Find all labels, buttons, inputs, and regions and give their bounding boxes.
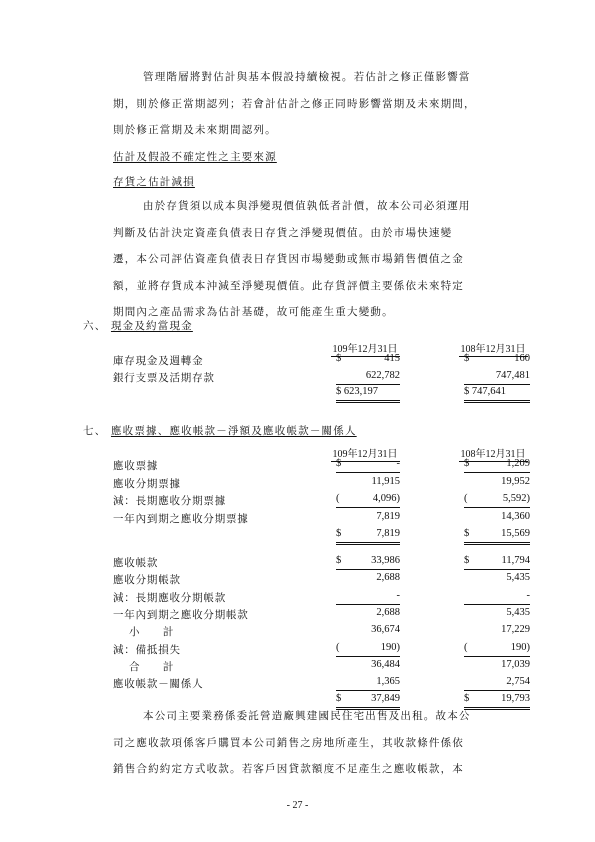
table-cell-c2: 2,754 [464, 676, 530, 691]
table-cell-c2: $ 15,569 [464, 528, 530, 545]
section7-number: 七、 [83, 425, 107, 437]
table-row-label: 應收分期票據 [113, 477, 181, 490]
table-cell-c2: ( 190) [464, 642, 530, 657]
table-cell-c2: - [464, 590, 530, 605]
table-row-label: 小 計 [129, 626, 175, 639]
section6-row1-col2: $ 160 [464, 353, 530, 364]
table-row-label: 合 計 [129, 660, 175, 673]
table-cell-c2: 17,229 [501, 624, 530, 636]
table-cell-c2: 5,435 [506, 572, 530, 584]
section6-title: 現金及約當現金 [110, 320, 193, 332]
table-row-label: 應收帳款－關係人 [113, 678, 204, 691]
table-cell-c1: 11,915 [371, 475, 400, 487]
table-row-label: 一年內到期之應收分期票據 [113, 512, 249, 525]
table-cell-c1: $ 33,986 [336, 555, 400, 570]
closing-line-1: 本公司主要業務係委託營造廠興建國民住宅出售及出租。故本公 [143, 710, 471, 722]
table-row-label: 應收帳款 [113, 557, 159, 569]
table-row-label: 減：備抵損失 [113, 643, 181, 656]
table-row-label: 一年內到期之應收分期帳款 [113, 608, 249, 621]
section7-col1-header: 109年12月31日 [320, 445, 410, 462]
intro-paragraph [113, 64, 533, 144]
section6-row1-col1: $ 415 [336, 353, 400, 364]
section6-heading [83, 318, 193, 333]
section6-number: 六、 [83, 320, 107, 332]
table-cell-c2: $ 1,209 [464, 458, 530, 473]
inventory-paragraph [113, 193, 533, 326]
table-cell-c1: 1,365 [336, 676, 400, 691]
closing-line-2: 司之應收款項係客戶購買本公司銷售之房地所產生，其收款條件係依 [113, 736, 464, 749]
table-cell-c1: - [336, 590, 400, 605]
inventory-heading: 存貨之估計減損 [113, 176, 195, 188]
section6-total-col2: $ 747,641 [464, 386, 530, 403]
table-cell-c2: 19,952 [501, 475, 530, 487]
table-row-label: 應收分期帳款 [113, 574, 181, 587]
table-cell-c1: $ 7,819 [336, 528, 400, 545]
intro-line-3: 則於修正當期及未來期間認列。 [113, 124, 277, 136]
inventory-line-2: 判斷及估計決定資產負債表日存貨之淨變現價值。由於市場快速變 [113, 226, 453, 239]
table-row-label: 應收票據 [113, 460, 159, 472]
table-cell-c1: ( 190) [336, 642, 400, 657]
inventory-line-5: 期間內之產品需求為估計基礎，故可能產生重大變動。 [113, 306, 394, 318]
section6-total-col1: $ 623,197 [336, 386, 400, 403]
table-cell-c1: $ - [336, 458, 400, 473]
table-cell-c2: 17,039 [501, 658, 530, 670]
table-cell-c1: 36,674 [371, 624, 400, 636]
closing-line-3: 銷售合約約定方式收款。若客戶因貸款額度不足產生之應收帳款，本 [113, 763, 464, 775]
section6-row2-col2: 747,481 [464, 370, 530, 385]
table-cell-c2: 14,360 [501, 510, 530, 522]
table-cell-c2: $ 11,794 [464, 555, 530, 570]
section7-heading [83, 423, 357, 438]
table-cell-c1: ( 4,096) [336, 493, 400, 508]
table-cell-c2: $ 19,793 [464, 693, 530, 710]
table-cell-c1: 2,688 [376, 572, 400, 584]
uncertainty-heading: 估計及假設不確定性之主要來源 [113, 151, 277, 163]
section6-col2-header: 108年12月31日 [448, 340, 538, 357]
closing-paragraph [113, 703, 533, 783]
section6-row-label: 銀行支票及活期存款 [113, 372, 215, 384]
section7-title: 應收票據、應收帳款－淨額及應收帳款－關係人 [110, 425, 357, 437]
inventory-line-3: 遷，本公司評估資產負債表日存貨因市場變動或無市場銷售價值之金 [113, 253, 464, 265]
page-number: - 27 - [286, 800, 309, 811]
table-cell-c1: 2,688 [376, 606, 400, 618]
table-cell-c1: $ 37,849 [336, 693, 400, 710]
table-cell-c2: ( 5,592) [464, 493, 530, 508]
section6-col1-header: 109年12月31日 [320, 340, 410, 357]
table-row-label: 減：長期應收分期帳款 [113, 591, 226, 604]
intro-line-1: 管理階層將對估計與基本假設持續檢視。若估計之修正僅影響當 [143, 71, 471, 83]
section7-col2-header: 108年12月31日 [448, 445, 538, 462]
section6-row2-col1: 622,782 [336, 370, 400, 385]
inventory-line-4: 額，並將存貨成本沖減至淨變現價值。此存貨評價主要係依未來特定 [113, 279, 464, 292]
table-cell-c1: 7,819 [376, 510, 400, 522]
table-cell-c1: 36,484 [371, 658, 400, 670]
table-cell-c2: 5,435 [506, 606, 530, 618]
inventory-line-1: 由於存貨須以成本與淨變現價值孰低者計價，故本公司必須運用 [143, 200, 471, 212]
section6-row-label: 庫存現金及週轉金 [113, 355, 204, 367]
intro-line-2: 期，則於修正當期認列；若會計估計之修正同時影響當期及未來期間， [113, 97, 476, 110]
table-row-label: 減：長期應收分期票據 [113, 495, 226, 507]
